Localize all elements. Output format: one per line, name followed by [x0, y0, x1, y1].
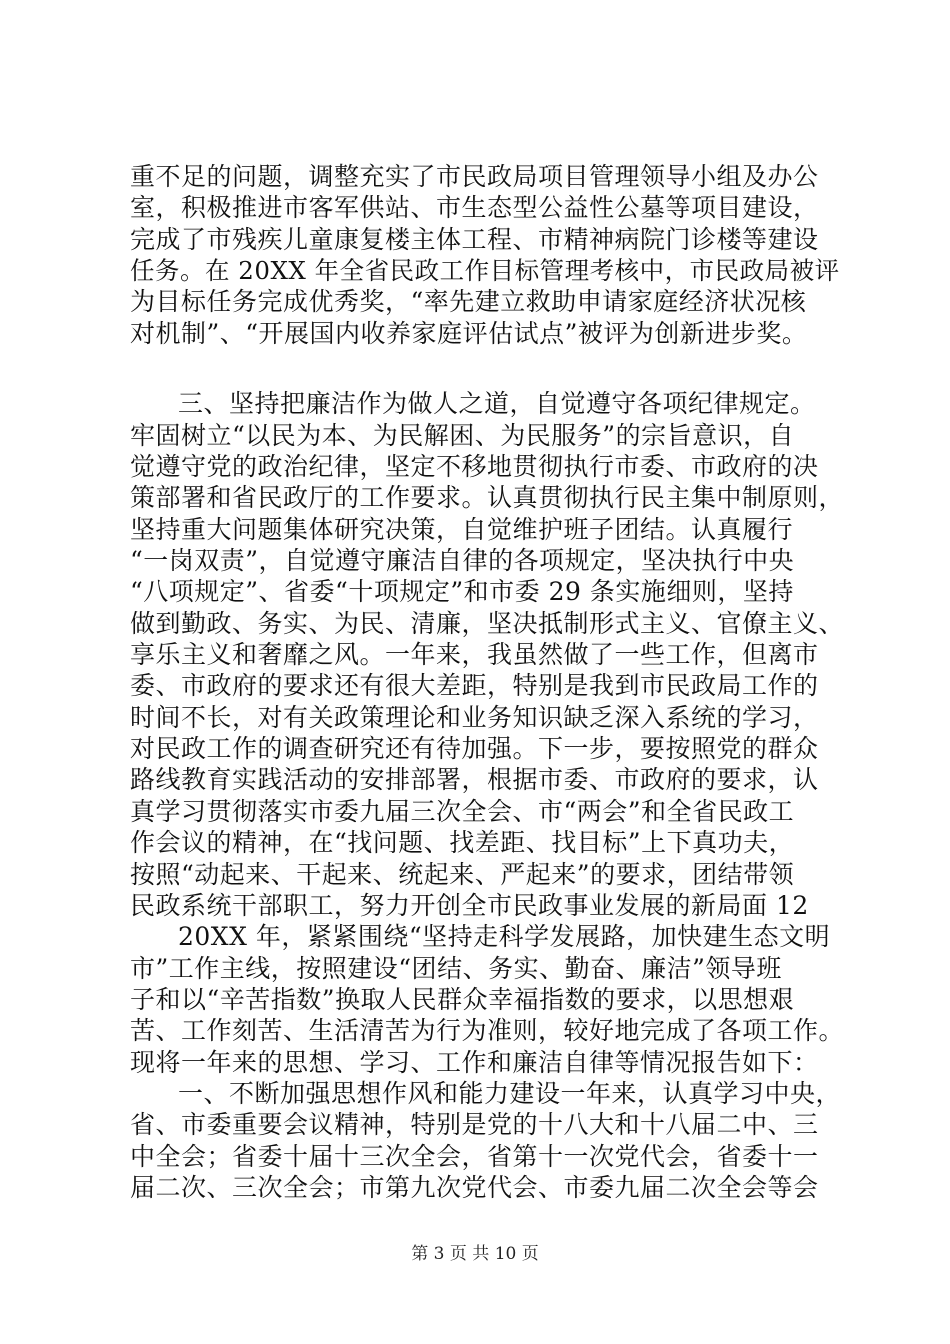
text-line: 委、市政府的要求还有很大差距，特别是我到市民政局工作的 [130, 671, 819, 700]
text-line: 为目标任务完成优秀奖，“率先建立救助申请家庭经济状况核 [130, 287, 807, 316]
text-line: 民政系统干部职工，努力开创全市民政事业发展的新局面 12 [130, 891, 809, 920]
text-line: 时间不长，对有关政策理论和业务知识缺乏深入系统的学习， [130, 703, 819, 732]
text-line: “八项规定”、省委“十项规定”和市委 29 条实施细则，坚持 [130, 577, 794, 606]
text-line: 觉遵守党的政治纪律，坚定不移地贯彻执行市委、市政府的决 [130, 452, 819, 481]
text-line: 路线教育实践活动的安排部署，根据市委、市政府的要求，认 [130, 765, 819, 794]
text-line: 按照“动起来、干起来、统起来、严起来”的要求，团结带领 [130, 860, 795, 889]
text-line: 省、市委重要会议精神，特别是党的十八大和十八届二中、三 [130, 1110, 819, 1139]
text-line: 作会议的精神，在“找问题、找差距、找目标”上下真功夫， [130, 828, 795, 857]
text-line: 现将一年来的思想、学习、工作和廉洁自律等情况报告如下： [130, 1048, 819, 1077]
text-line: 任务。在 20XX 年全省民政工作目标管理考核中，市民政局被评 [130, 256, 840, 285]
paragraph-start: 20XX 年，紧紧围绕“坚持走科学发展路，加快建生态文明 [178, 922, 831, 951]
text-line: 中全会；省委十届十三次全会，省第十一次党代会，省委十一 [130, 1142, 819, 1171]
section-heading: 一、不断加强思想作风和能力建设一年来，认真学习中央， [178, 1079, 842, 1108]
text-line: 市”工作主线，按照建设“团结、务实、勤奋、廉洁”领导班 [130, 954, 782, 983]
text-line: 真学习贯彻落实市委九届三次全会、市“两会”和全省民政工 [130, 797, 795, 826]
text-line: 策部署和省民政厅的工作要求。认真贯彻执行民主集中制原则， [130, 483, 845, 512]
text-line: 苦、工作刻苦、生活清苦为行为准则，较好地完成了各项工作。 [130, 1016, 845, 1045]
text-line: “一岗双责”，自觉遵守廉洁自律的各项规定，坚决执行中央 [130, 546, 795, 575]
text-line: 完成了市残疾儿童康复楼主体工程、市精神病院门诊楼等建设 [130, 225, 819, 254]
text-line: 对机制”、“开展国内收养家庭评估试点”被评为创新进步奖。 [130, 319, 808, 348]
text-line: 坚持重大问题集体研究决策，自觉维护班子团结。认真履行 [130, 515, 794, 544]
text-line: 牢固树立“以民为本、为民解困、为民服务”的宗旨意识，自 [130, 421, 795, 450]
text-line: 室，积极推进市客军供站、市生态型公益性公墓等项目建设， [130, 193, 819, 222]
text-line: 享乐主义和奢靡之风。一年来，我虽然做了一些工作，但离市 [130, 640, 819, 669]
page-number: 第 3 页 共 10 页 [411, 1244, 539, 1264]
text-line: 届二次、三次全会；市第九次党代会、市委九届二次全会等会 [130, 1173, 819, 1202]
section-heading: 三、坚持把廉洁作为做人之道，自觉遵守各项纪律规定。 [178, 389, 816, 418]
text-line: 对民政工作的调查研究还有待加强。下一步，要按照党的群众 [130, 734, 819, 763]
text-line: 子和以“辛苦指数”换取人民群众幸福指数的要求，以思想艰 [130, 985, 795, 1014]
text-line: 重不足的问题，调整充实了市民政局项目管理领导小组及办公 [130, 162, 819, 191]
text-line: 做到勤政、务实、为民、清廉，坚决抵制形式主义、官僚主义、 [130, 609, 845, 638]
